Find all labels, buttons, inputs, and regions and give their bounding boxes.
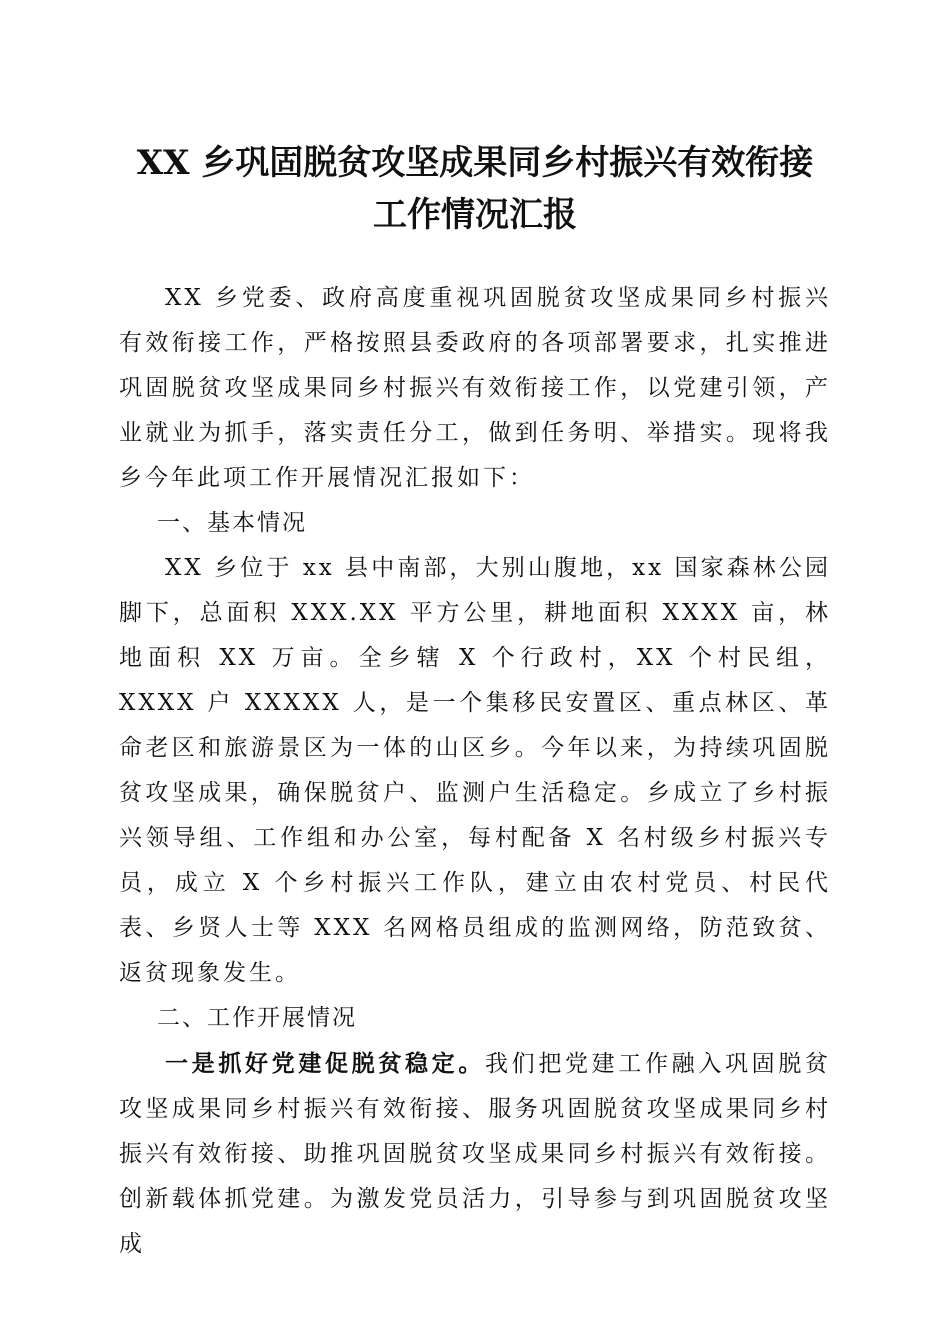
work-paragraph [119,1041,831,1267]
basic-situation-paragraph: XX 乡位于 xx 县中南部，大别山腹地，xx 国家森林公园脚下，总面积 XXX.XX 平方公里，耕地面积 XXXX 亩，林地面积 XX 万亩。全乡辖 X 个行政村，XX 个村民组，XXXX 户 XXXXX 人，是一个集移民安置区、重点林区、革命老区和旅游景区为一体的山区乡。今年以来，为持续巩固脱贫攻坚成果，确保脱贫户、监测户生活稳定。乡成立了乡村振兴领导组、工作组和办公室，每村配备 X 名村级乡村振兴专员，成立 X 个乡村振兴工作队，建立由农村党员、村民代表、乡贤人士等 XXX 名网格员组成的监测网络，防范致贫、返贫现象发生。 [119,555,831,986]
intro-paragraph: XX 乡党委、政府高度重视巩固脱贫攻坚成果同乡村振兴有效衔接工作，严格按照县委政府的各项部署要求，扎实推进巩固脱贫攻坚成果同乡村振兴有效衔接工作，以党建引领，产业就业为抓手，落实责任分工，做到任务明、举措实。现将我乡今年此项工作开展情况汇报如下： [119,285,831,491]
title-line-1: XX 乡巩固脱贫攻坚成果同乡村振兴有效衔接 [136,143,814,183]
document-title [80,137,870,241]
section-heading-work: 二、工作开展情况 [157,1005,357,1031]
section-heading-basic: 一、基本情况 [157,510,307,536]
title-line-2: 工作情况汇报 [373,195,577,235]
work-paragraph-lead: 一是抓好党建促脱贫稳定。 [165,1050,485,1077]
document-body [119,276,831,1267]
work-paragraph-text: 我们把党建工作融入巩固脱贫攻坚成果同乡村振兴有效衔接、服务巩固脱贫攻坚成果同乡村振兴有效衔接、助推巩固脱贫攻坚成果同乡村振兴有效衔接。创新载体抓党建。为激发党员活力，引导参与到巩固脱贫攻坚成 [119,1051,832,1257]
